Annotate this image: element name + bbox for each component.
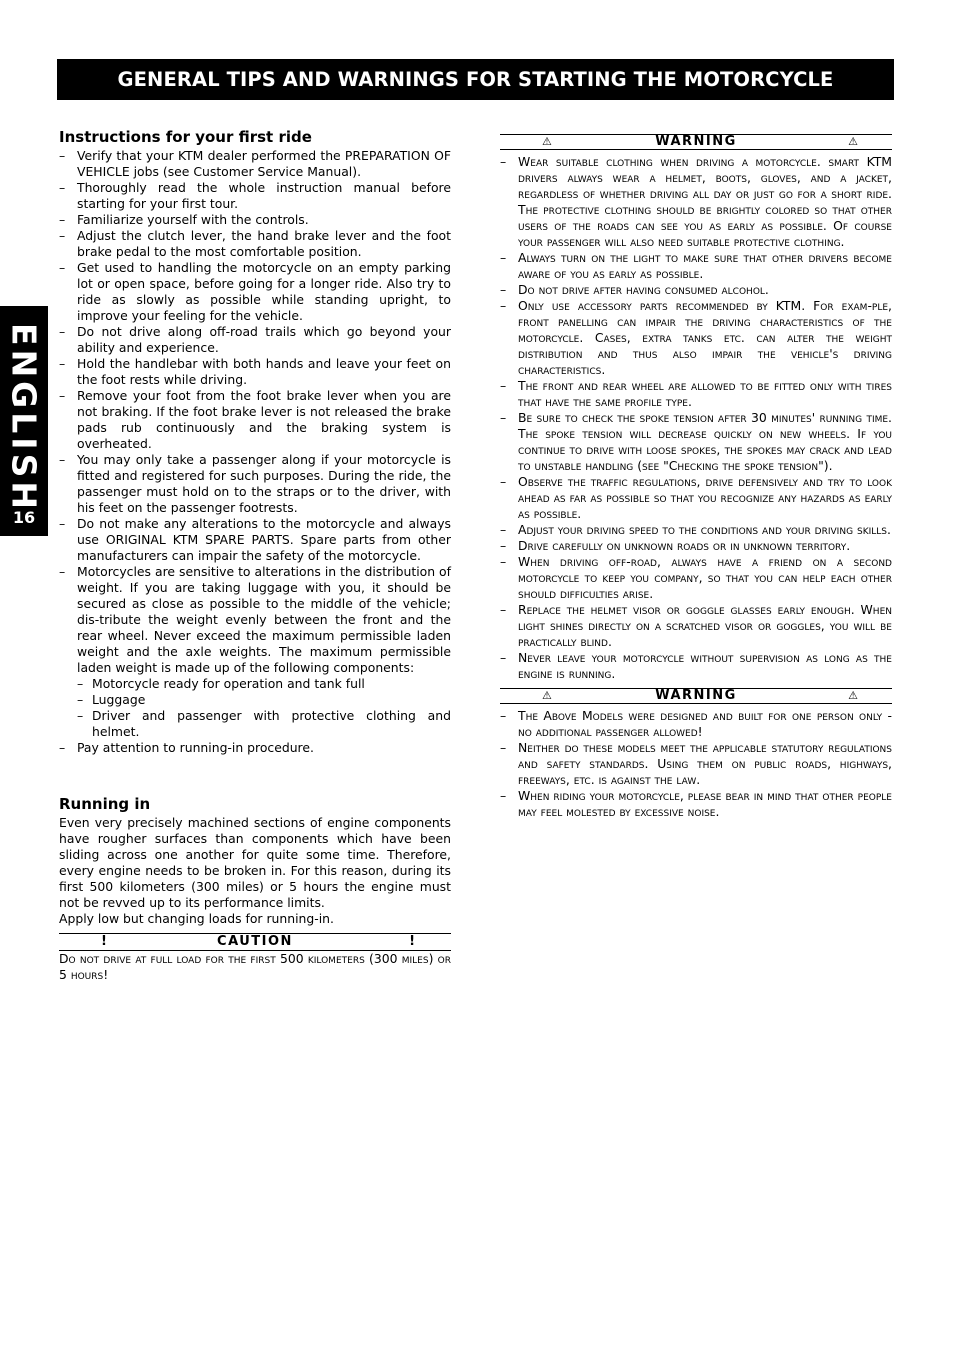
warning-triangle-icon: ⚠ <box>848 689 858 702</box>
first-ride-list <box>59 148 451 756</box>
list-item: – Familiarize yourself with the controls. <box>59 212 451 228</box>
list-item: – Verify that your KTM dealer performed the PREPARATION OF VEHICLE jobs (see Customer Service Manual). <box>59 148 451 180</box>
warning-list-2 <box>500 708 892 820</box>
caution-text: Do not drive at full load for the first 500 kilometers (300 miles) or 5 hours! <box>59 951 451 982</box>
language-label: ENGLISH <box>4 323 44 513</box>
running-in-paragraph: Even very precisely machined sections of engine components have rougher surfaces than components which have been sliding across one another for quite some time. Therefore, every engine needs to be broken in. For this reason, during its first 500 kilometers (300 miles) or 5 hours the engine must not be revved up to its performance limits. <box>59 815 451 910</box>
list-item-weight <box>59 564 451 740</box>
warning-label: WARNING <box>655 134 737 149</box>
list-item: – Do not drive along off-road trails which go beyond your ability and experience. <box>59 324 451 356</box>
left-column <box>59 126 451 983</box>
warning-item: – The Above Models were designed and built for one person only - no additional passenger allowed! <box>500 708 892 740</box>
page-title: GENERAL TIPS AND WARNINGS FOR STARTING THE MOTORCYCLE <box>117 68 834 91</box>
right-column <box>500 134 892 820</box>
first-ride-heading: Instructions for your first ride <box>59 128 312 146</box>
warning-item: – Be sure to check the spoke tension after 30 minutes' running time. The spoke tension will decrease quickly on new wheels. If you continue to drive with loose spokes, the spokes may crack and lead to unstable handling (see "Checking the spoke tension"). <box>500 410 892 474</box>
warning-item: – Do not drive after having consumed alcohol. <box>500 282 892 298</box>
warning-item: – When driving off-road, always have a friend on a second motorcycle to keep you company, so that you can help each other should difficulties arise. <box>500 554 892 602</box>
warning-item: – Neither do these models meet the applicable statutory regulations and safety standards. Using them on public roads, highways, freeways, etc. is against the law. <box>500 740 892 788</box>
warning-item: – The front and rear wheel are allowed to be fitted only with tires that have the same profile type. <box>500 378 892 410</box>
running-in-heading: Running in <box>59 795 151 813</box>
warning-list-1 <box>500 154 892 682</box>
warning-item: – Observe the traffic regulations, drive defensively and try to look ahead as far as possible so that you recognize any hazards as early as possible. <box>500 474 892 522</box>
weight-components-list <box>77 676 451 740</box>
warning-label: WARNING <box>655 688 737 703</box>
list-item: – Adjust the clutch lever, the hand brake lever and the foot brake pedal to the most comfortable position. <box>59 228 451 260</box>
page-header-banner <box>57 59 894 100</box>
page-number: 16 <box>12 508 36 527</box>
sub-list-item: – Driver and passenger with protective clothing and helmet. <box>77 708 451 740</box>
warning-item: – Adjust your driving speed to the conditions and your driving skills. <box>500 522 892 538</box>
warning-triangle-icon: ⚠ <box>848 135 858 148</box>
list-item: – Get used to handling the motorcycle on an empty parking lot or open space, before going for a longer ride. Also try to ride as slowly as possible while standing upright, to improve your feeling for the vehicle. <box>59 260 451 324</box>
sub-list-item: – Luggage <box>77 692 451 708</box>
list-item: – Hold the handlebar with both hands and leave your feet on the foot rests while driving. <box>59 356 451 388</box>
caution-label: CAUTION <box>217 934 293 949</box>
warning-item: – When riding your motorcycle, please bear in mind that other people may feel molested by excessive noise. <box>500 788 892 820</box>
list-item: – Remove your foot from the foot brake lever when you are not braking. If the foot brake lever is not released the brake pads rub continuously and the braking system is overheated. <box>59 388 451 452</box>
running-in-paragraph-2: Apply low but changing loads for running-in. <box>59 911 334 926</box>
warning-item: – Only use accessory parts recommended by KTM. For exam-ple, front panelling can impair the driving characteristics of the motorcycle. Cases, extra tanks etc. can alter the weight distribution and thus also impair the vehicle's driving characteristics. <box>500 298 892 378</box>
warning-item: – Wear suitable clothing when driving a motorcycle. smart KTM drivers always wear a helmet, boots, gloves, and a jacket, regardless of whether driving all day or just go for a short ride. The protective clothing should be brightly colored so that other users of the roads can see you as early as possible. Of course your passenger will also need suitable protective clothing. <box>500 154 892 250</box>
list-item: – Thoroughly read the whole instruction manual before starting for your first tour. <box>59 180 451 212</box>
sub-list-item: – Motorcycle ready for operation and tank full <box>77 676 451 692</box>
caution-header <box>59 933 451 951</box>
warning-box-1 <box>500 134 892 682</box>
caution-box <box>59 933 451 983</box>
exclamation-icon: ! <box>409 934 415 949</box>
list-item: – Do not make any alterations to the motorcycle and always use ORIGINAL KTM SPARE PARTS. Spare parts from other manufacturers can impair the safety of the motorcycle. <box>59 516 451 564</box>
warning-header <box>500 134 892 150</box>
language-side-tab <box>0 306 48 536</box>
list-item: – Pay attention to running-in procedure. <box>59 740 451 756</box>
warning-item: – Never leave your motorcycle without supervision as long as the engine is running. <box>500 650 892 682</box>
weight-text: Motorcycles are sensitive to alterations in the distribution of weight. If you are taking luggage with you, it should be secured as close as possible to the middle of the vehicle; dis-tribute the weight evenly between the front and the rear wheel. Never exceed the maximum permissible laden weight and the axle weights. The maximum permissible laden weight is made up of the following components: <box>77 564 451 675</box>
list-item: – You may only take a passenger along if your motorcycle is fitted and registered for such purposes. During the ride, the passenger must hold on to the straps or to the driver, with his feet on the passenger footrests. <box>59 452 451 516</box>
warning-triangle-icon: ⚠ <box>542 689 552 702</box>
warning-header <box>500 688 892 704</box>
warning-item: – Replace the helmet visor or goggle glasses early enough. When light shines directly on a scratched visor or goggles, you will be practically blind. <box>500 602 892 650</box>
warning-item: – Drive carefully on unknown roads or in unknown territory. <box>500 538 892 554</box>
warning-item: – Always turn on the light to make sure that other drivers become aware of you as early as possible. <box>500 250 892 282</box>
exclamation-icon: ! <box>101 934 107 949</box>
warning-triangle-icon: ⚠ <box>542 135 552 148</box>
warning-box-2 <box>500 688 892 820</box>
